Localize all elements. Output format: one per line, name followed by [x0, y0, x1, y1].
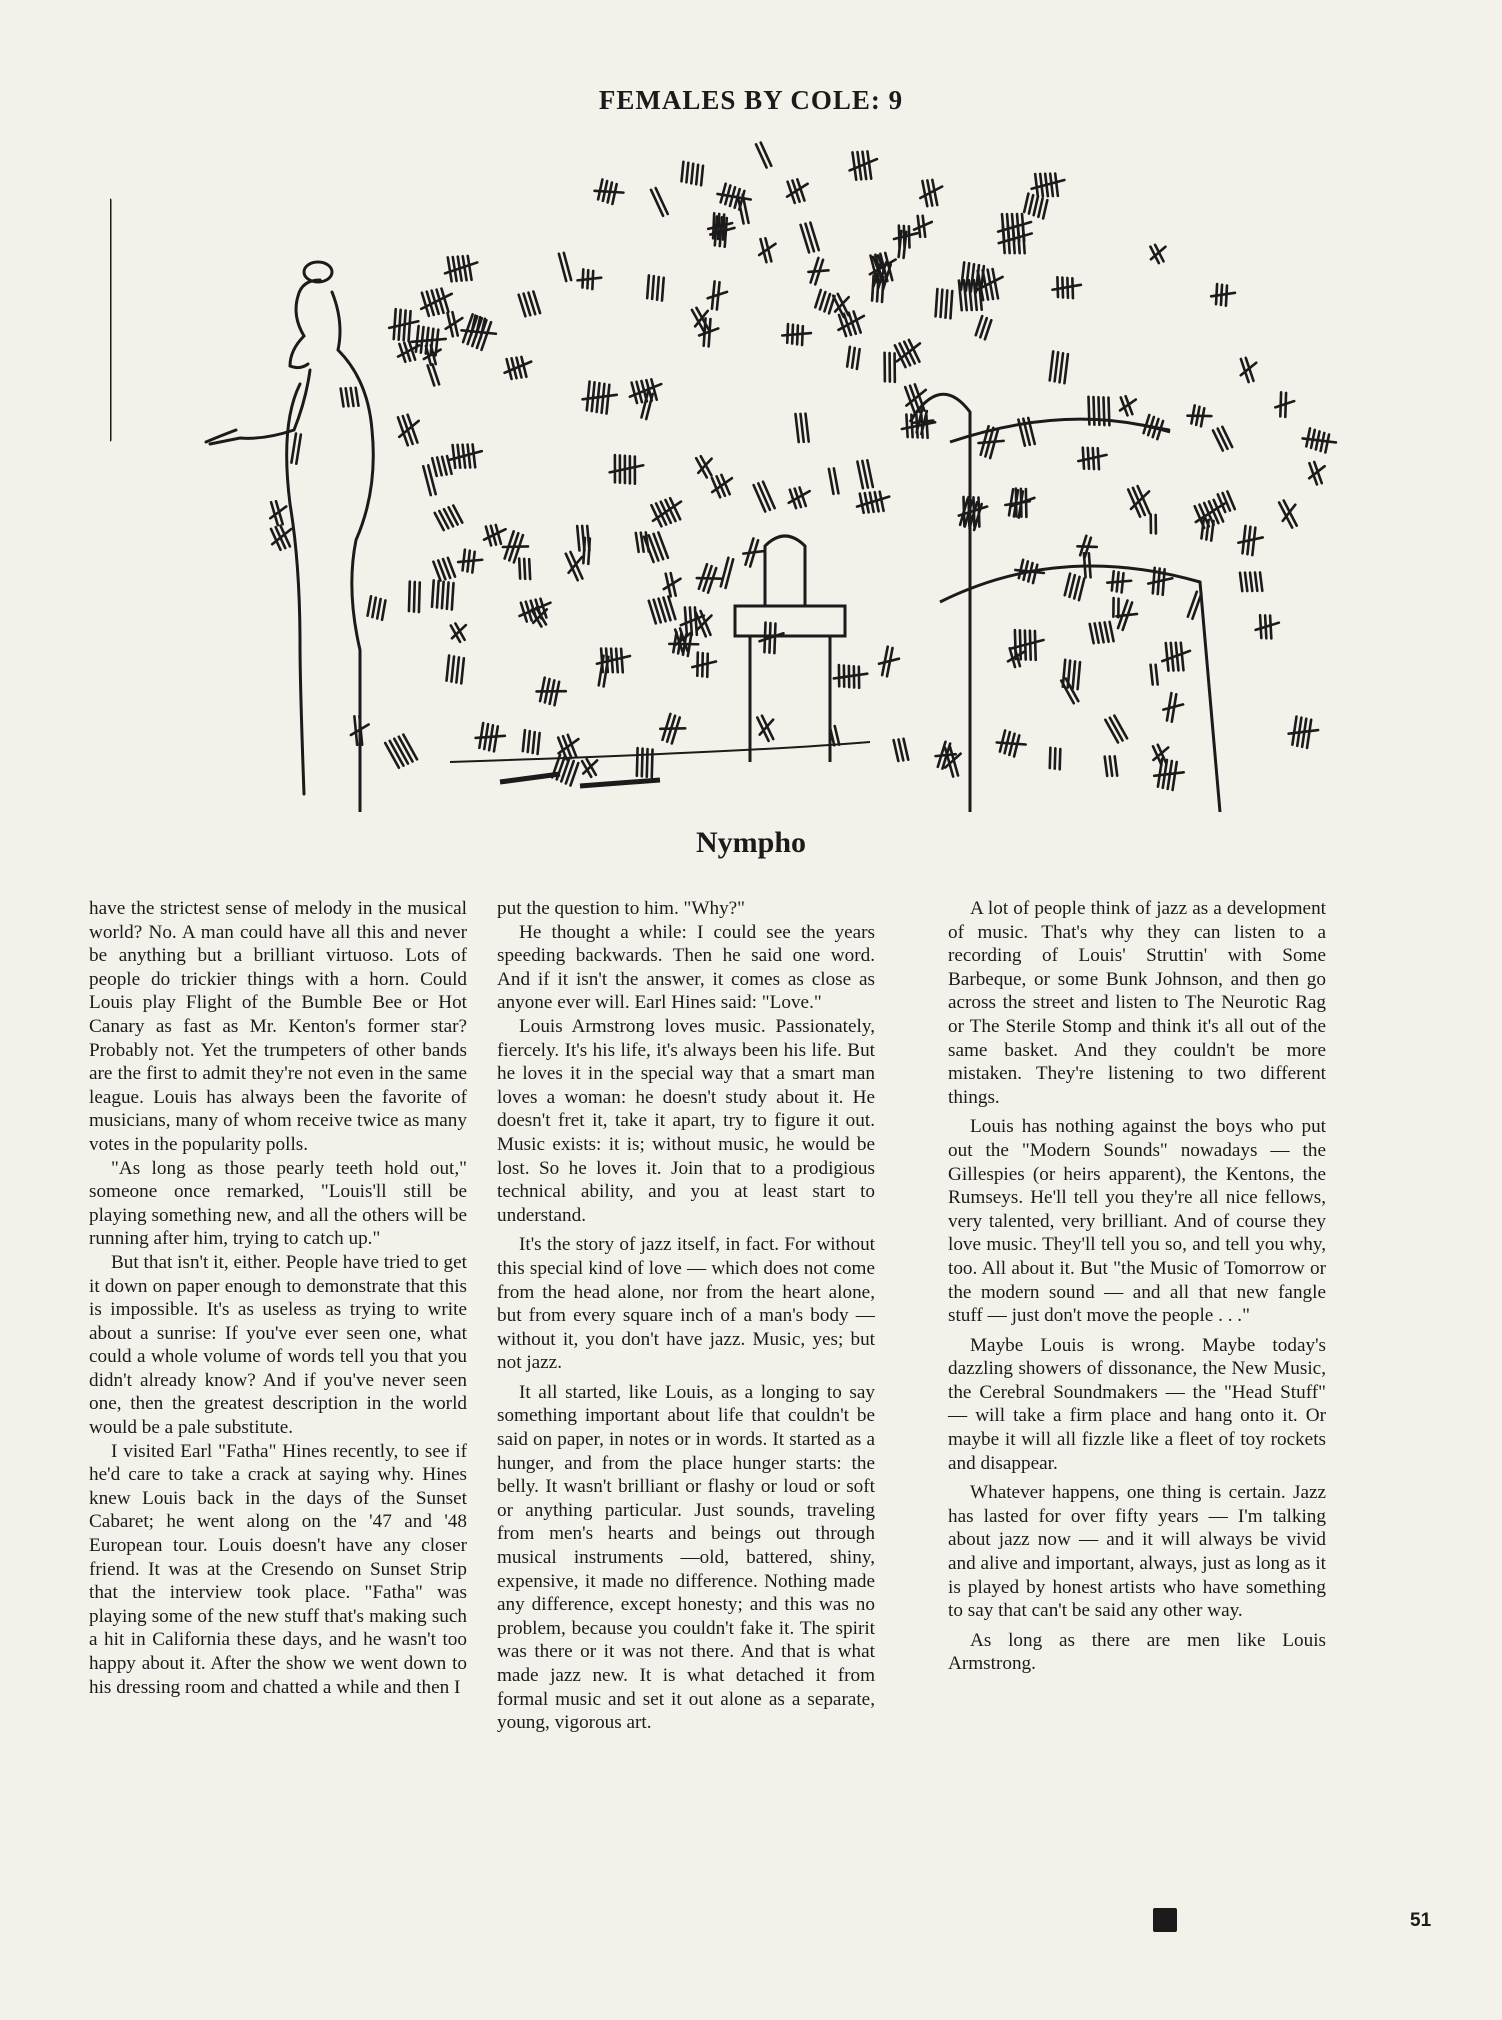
tally-mark: [1210, 283, 1236, 306]
page-title: FEMALES BY COLE: 9: [598, 85, 904, 115]
cartoon-illustration: [110, 122, 1400, 812]
tally-mark: [994, 729, 1028, 759]
tally-mark: [394, 412, 424, 447]
tally-mark: [1063, 574, 1086, 601]
tally-mark: [1022, 194, 1049, 219]
paragraph: A lot of people think of jazz as a development of music. That's why they can listen to a recording of Louis' Struttin' with Some Barbeque, or some Bunk Johnson, and then go across the street and listen to The Neurotic Rag or The Sterile Stomp and think it's all out of the same basket. And they couldn't be more mistaken. They're listening to two different things.: [948, 898, 1326, 1108]
cartoon-caption: Nympho: [695, 826, 807, 859]
tally-mark: [849, 151, 879, 180]
tally-mark: [662, 572, 683, 597]
tally-mark: [691, 652, 716, 677]
tally-mark: [407, 582, 422, 613]
tally-mark: [1287, 716, 1320, 750]
tally-mark: [592, 178, 625, 206]
tally-mark: [444, 255, 479, 282]
tally-mark: [432, 456, 451, 476]
tally-mark: [447, 620, 471, 644]
tally-mark: [693, 453, 718, 480]
tally-mark: [693, 563, 724, 596]
tally-mark: [435, 505, 463, 531]
tally-mark: [1186, 404, 1213, 428]
tally-mark: [649, 596, 676, 624]
tally-mark: [845, 347, 861, 369]
tally-mark: [385, 734, 417, 769]
tally-mark: [1113, 599, 1141, 633]
tally-mark: [1191, 497, 1230, 530]
paragraph: Maybe Louis is wrong. Maybe today's dazzling showers of dissonance, the New Music, the Cerebral Soundmakers — the "Head Stuff" — will take a firm place and hang onto it. Or maybe it will all fizzle like a fleet of toy rockets and disappear.: [948, 1334, 1326, 1474]
tally-mark: [1218, 491, 1235, 513]
paragraph: I visited Earl "Fatha" Hines recently, to see if he'd care to take a crack at saying why. Hines knew Louis back in the days of the Sunset Cabaret; he went along on the '47 and '48 European tour. Louis doesn't have any closer friend. It was at the Cresendo on Sunset Strip that the interview took place. "Fatha" was playing some of the new stuff that's making such a hit in California these days, and he wasn't too happy about it. After the show we went down to his dressing room and chatted a while and then I: [89, 1440, 467, 1698]
tally-mark: [1213, 426, 1232, 451]
tally-mark: [519, 291, 540, 317]
tally-mark: [1162, 643, 1191, 671]
tally-mark: [1149, 742, 1173, 767]
tally-mark: [833, 665, 868, 689]
tally-mark: [1031, 173, 1065, 196]
tally-mark: [1237, 356, 1260, 384]
tally-mark: [1149, 515, 1158, 534]
tally-mark: [640, 392, 655, 419]
tally-mark: [829, 291, 855, 320]
tally-mark: [550, 755, 580, 786]
tally-mark: [1010, 630, 1044, 660]
tally-mark: [578, 755, 602, 779]
tally-mark: [1151, 665, 1158, 685]
tally-mark: [1105, 756, 1118, 776]
paragraph: Louis Armstrong loves music. Passionately, fiercely. It's his life, it's always been his life. But he loves it in the special way that a smart man loves a woman: he doesn't study about it. He doesn't fret it, take it apart, try to figure it out. Music exists: it is; without music, he would be lost. So he loves it. Join that to a prodigious technical ability, and you at least start to understand.: [497, 1015, 875, 1226]
article-column-1: [89, 897, 467, 1699]
tally-mark: [891, 337, 926, 370]
tally-mark: [648, 495, 687, 528]
tally-mark: [503, 356, 534, 380]
tally-mark: [756, 142, 771, 168]
tally-mark: [698, 318, 720, 348]
tally-mark: [974, 316, 993, 339]
tally-mark: [1255, 615, 1279, 639]
tally-mark: [719, 558, 735, 588]
tally-mark: [1306, 460, 1329, 486]
tally-mark: [1105, 715, 1127, 744]
tally-mark: [609, 455, 644, 484]
tally-mark: [856, 491, 891, 514]
tally-mark: [458, 313, 500, 353]
tally-mark: [1075, 534, 1100, 560]
paragraph: "As long as those pearly teeth hold out," someone once remarked, "Louis'll still be playing something new, and all the others will be running after him, trying to catch up.": [89, 1157, 467, 1250]
tally-mark: [657, 712, 688, 746]
tally-mark: [876, 646, 901, 679]
tally-mark: [474, 722, 507, 753]
article-column-3: [948, 897, 1326, 1676]
page-number: 51: [1410, 1910, 1432, 1931]
paragraph: But that isn't it, either. People have tried to get it down on paper enough to demonstrate that this is impossible. It's as useless as trying to write about a sunrise: If you've ever seen one, what could a whole volume of words tell you that you didn't already know? And if you've never seen one, then the greatest description in the world would be a pale substitute.: [89, 1251, 467, 1439]
tally-mark: [444, 311, 465, 337]
tally-mark: [1111, 598, 1120, 617]
tally-mark: [918, 179, 944, 207]
tally-mark: [1301, 427, 1338, 454]
tally-mark: [1161, 692, 1185, 723]
tally-mark: [1237, 525, 1265, 556]
tally-mark: [645, 275, 665, 300]
tally-mark: [740, 537, 767, 569]
tally-mark: [534, 677, 567, 708]
paragraph: Whatever happens, one thing is certain. Jazz has lasted for over fifty years — I'm talking about jazz now — and it will always be vivid and alive and important, always, just as long as it is played by honest artists who have something to say that can't be said any other way.: [948, 1482, 1326, 1622]
tally-mark: [581, 381, 618, 415]
tally-mark: [366, 596, 388, 619]
tally-mark: [706, 281, 728, 311]
tally-mark: [781, 323, 811, 346]
tally-mark: [1061, 660, 1082, 689]
tally-mark: [786, 485, 813, 509]
paragraph: Louis has nothing against the boys who put out the "Modern Sounds" nowadays — the Gillespies (or heirs apparent), the Kentons, the Rumseys. He'll tell you they're all nice fellows, very talented, very brilliant. And of course they love music. They'll tell you so, and tell you why, too. All about it. But "the Music of Tomorrow or the modern sound — and all that new fangle stuff — just don't move the people . . .": [948, 1116, 1326, 1327]
tally-mark: [1052, 277, 1081, 299]
tally-mark: [998, 214, 1031, 241]
tally-mark: [796, 414, 809, 443]
tally-mark: [1078, 448, 1107, 470]
tally-mark: [418, 287, 455, 317]
tally-mark: [934, 289, 955, 318]
tally-mark: [499, 530, 531, 565]
paragraph: As long as there are men like Louis Armstrong.: [948, 1629, 1326, 1675]
tally-mark: [388, 309, 420, 342]
tally-mark: [1147, 242, 1170, 266]
tally-mark: [857, 460, 872, 488]
tally-mark: [577, 269, 603, 290]
paragraph: It's the story of jazz itself, in fact. For without this special kind of love — which does not come from the head alone, nor from the heart alone, but from every square inch of a man's body — without it, you don't have jazz. Music, yes; but not jazz.: [497, 1234, 875, 1374]
tally-mark: [518, 559, 531, 579]
tally-mark: [757, 237, 779, 263]
article-column-2: [497, 897, 875, 1735]
tally-mark: [1275, 497, 1303, 530]
tally-mark: [341, 388, 359, 407]
tally-mark: [433, 557, 455, 581]
tally-mark: [894, 739, 909, 762]
tally-mark: [758, 622, 784, 654]
tally-mark: [635, 748, 655, 777]
tally-mark: [1152, 758, 1185, 792]
tally-mark: [449, 444, 483, 468]
tally-mark: [715, 182, 753, 212]
tally-mark: [1048, 748, 1063, 770]
tally-mark: [428, 364, 440, 386]
tally-mark: [958, 497, 987, 527]
tally-mark: [1124, 483, 1156, 519]
tally-mark: [680, 162, 705, 185]
tally-mark: [651, 187, 668, 216]
tally-mark: [1090, 622, 1114, 644]
tally-mark: [457, 549, 484, 574]
tally-mark: [1006, 646, 1027, 668]
paragraph: He thought a while: I could see the years speeding backwards. Then he said one word. And if it isn't the answer, it comes as close as anyone ever will. Earl Hines said: "Love.": [497, 921, 875, 1014]
tally-mark: [754, 712, 780, 743]
tally-mark: [445, 656, 466, 684]
paragraph: have the strictest sense of melody in the musical world? No. A man could have all this and never be anything but a brilliant virtuoso. Lots of people do trickier things with a horn. Could Louis play Flight of the Bumble Bee or Hot Canary as fast as Mr. Kenton's former star? Probably not. Yet the trumpeters of other bands are the first to admit they're not even in the same league. Louis has always been the favorite of musicians, many of whom receive twice as many votes in the popularity polls.: [89, 898, 467, 1155]
tally-mark: [430, 580, 455, 609]
rabbit-head-logo-icon: [1153, 1908, 1177, 1932]
tally-mark: [813, 290, 836, 313]
tally-mark: [805, 256, 831, 287]
tally-mark: [1048, 351, 1070, 383]
tally-mark: [267, 499, 289, 526]
tally-mark: [801, 222, 819, 253]
tally-mark: [835, 309, 867, 337]
tally-mark: [289, 434, 302, 464]
tally-mark: [1117, 394, 1139, 417]
tally-mark: [883, 353, 897, 382]
tally-mark: [829, 468, 839, 494]
tally-mark: [482, 523, 508, 546]
paragraph: It all started, like Louis, as a longing to say something important about life that couldn't be said on paper, in notes or in words. It started as a hunger, and from the place hunger starts: the belly. It wasn't brilliant or flashy or loud or soft or anything particular. Just sounds, traveling from men's hearts and beings out through musical instruments —old, battered, shiny, expensive, it made no difference. Nothing made any difference, except honesty; and this was no problem, because you couldn't fake it. The spirit was there or it was not there. And that is what made jazz new. It is what detached it from formal music and set it out alone as a separate, young, vigorous art.: [497, 1381, 875, 1734]
tally-mark: [1240, 572, 1262, 591]
paragraph: put the question to him. "Why?": [497, 898, 746, 919]
tally-mark: [1106, 570, 1132, 593]
tally-mark: [559, 252, 571, 281]
tally-mark: [784, 177, 812, 204]
tally-mark: [521, 730, 542, 754]
tally-mark: [754, 481, 775, 512]
tally-mark: [1274, 392, 1295, 418]
